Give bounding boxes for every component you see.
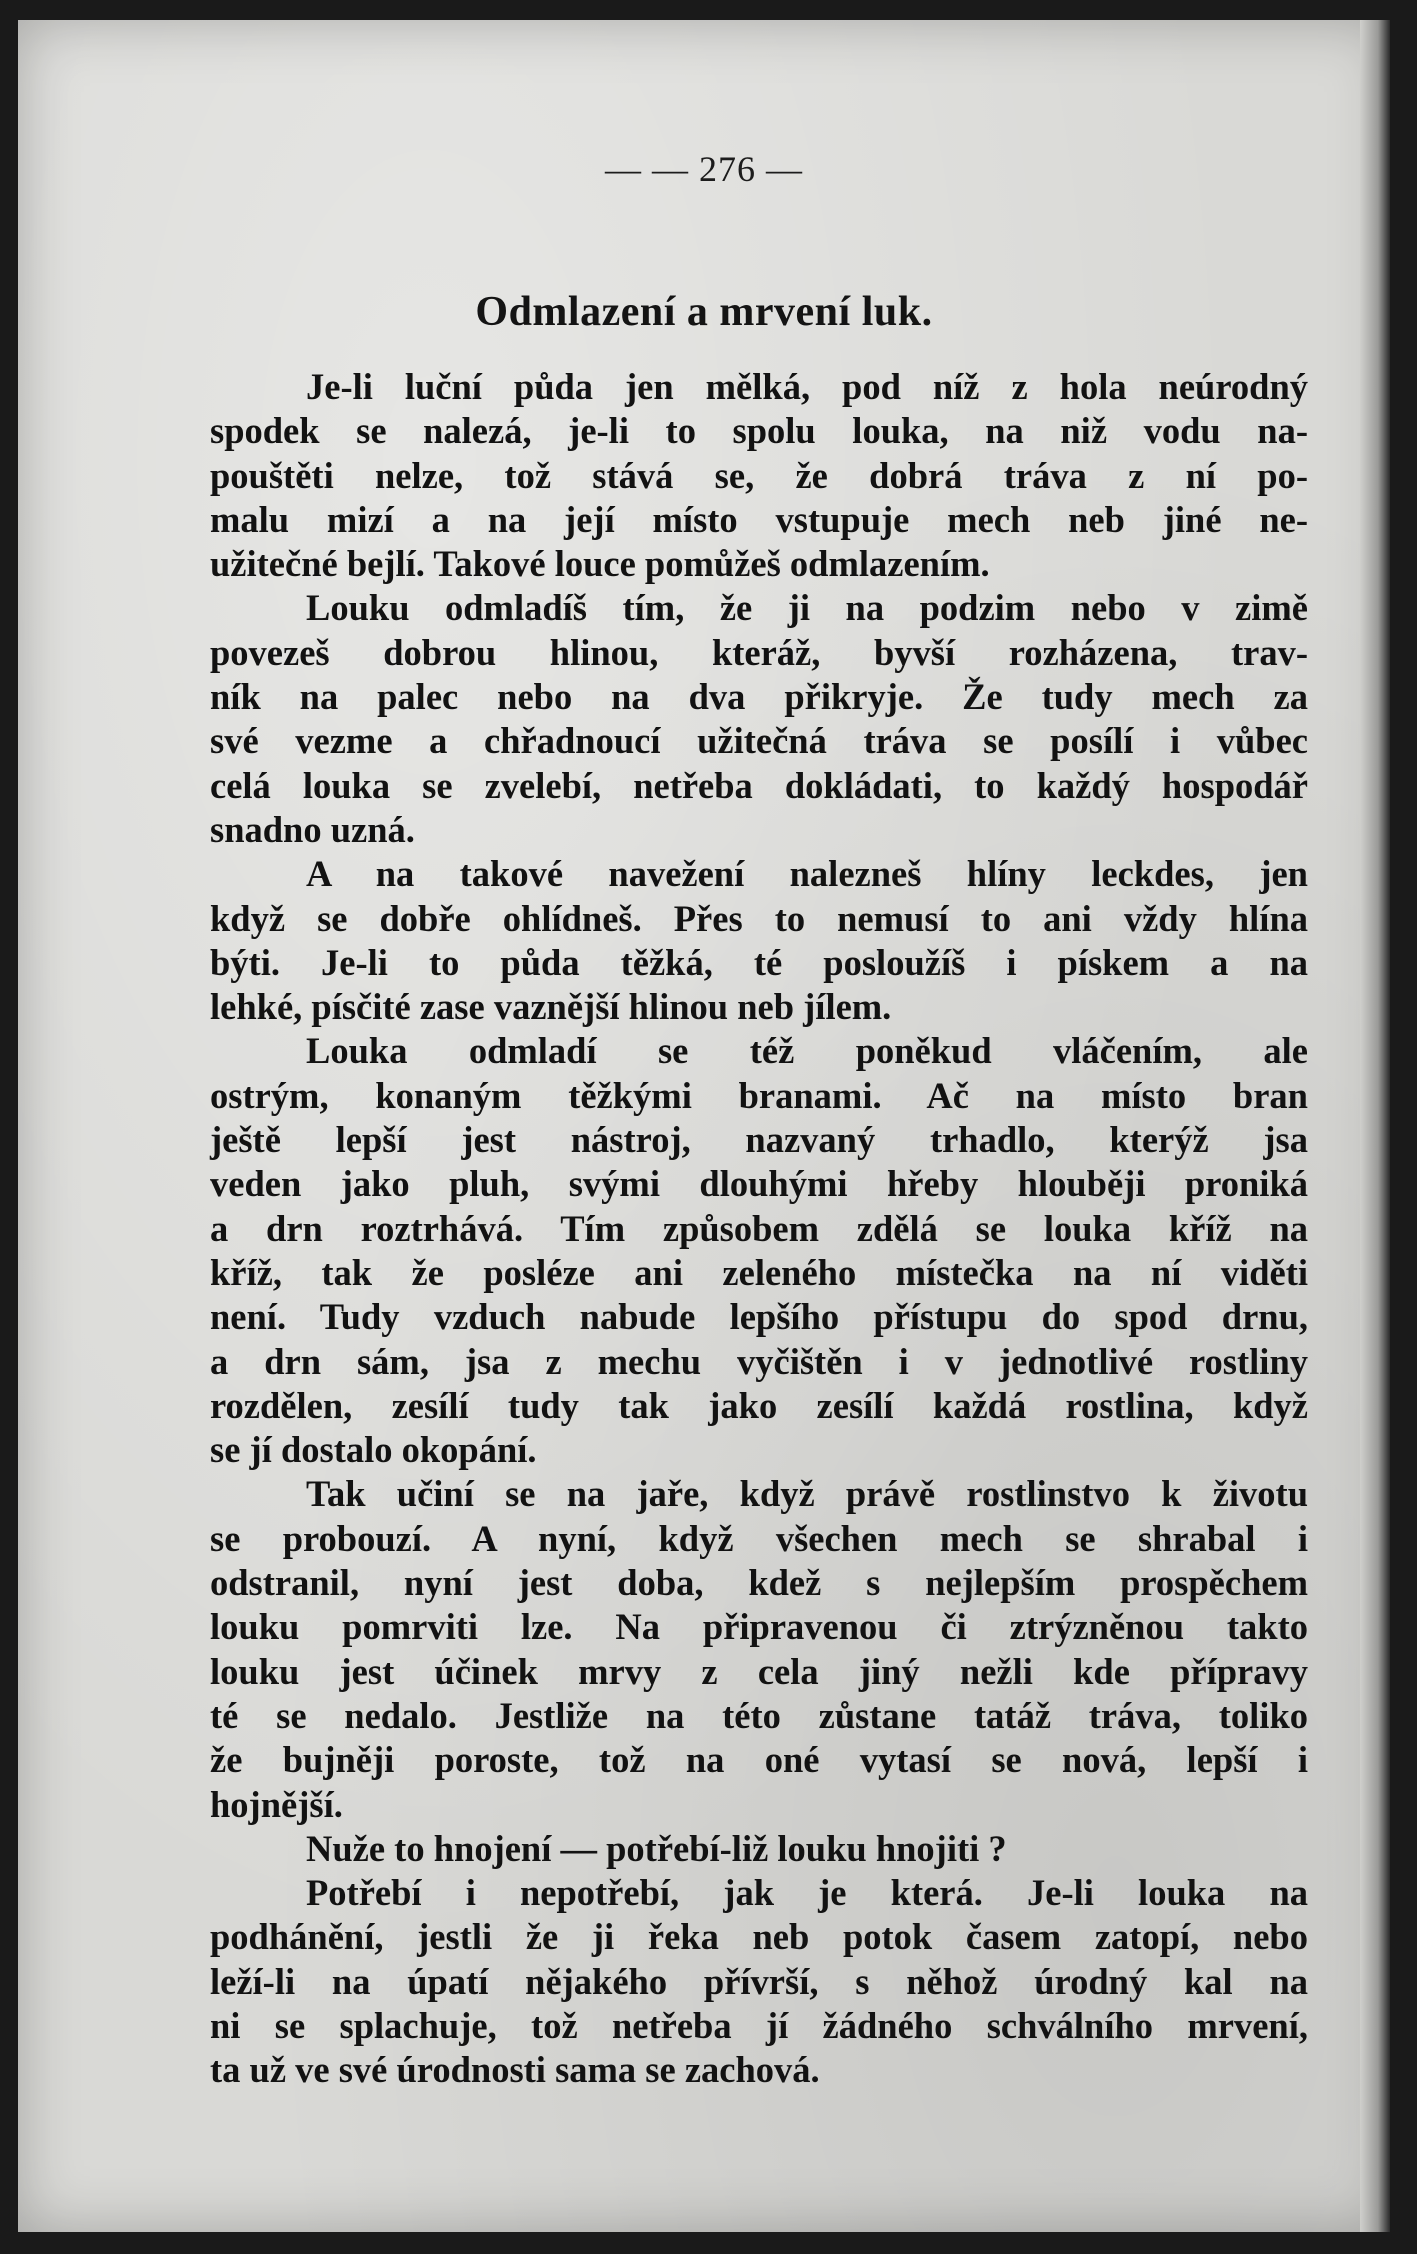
text-line: není. Tudy vzduch nabude lepšího přístupu do spod drnu,: [210, 1296, 1308, 1338]
text-line: užitečné bejlí. Takové louce pomůžeš odmlazením.: [210, 543, 990, 585]
text-line: Potřebí i nepotřebí, jak je která. Je-li louka na: [306, 1872, 1308, 1914]
text-line: ni se splachuje, tož netřeba jí žádného schválního mrvení,: [210, 2004, 1308, 2046]
text-line: rozdělen, zesílí tudy tak jako zesílí každá rostlina, když: [210, 1384, 1308, 1426]
text-line: ostrým, konaným těžkými branami. Ač na místo bran: [210, 1074, 1308, 1116]
text-line: celá louka se zvelebí, netřeba dokládati, to každý hospodář: [210, 764, 1308, 806]
text-line: se jí dostalo okopání.: [210, 1429, 537, 1471]
section-heading: Odmlazení a mrvení luk.: [475, 289, 933, 335]
text-line: když se dobře ohlídneš. Přes to nemusí to ani vždy hlína: [210, 897, 1308, 939]
text-line: louku jest účinek mrvy z cela jiný nežli kde přípravy: [210, 1650, 1308, 1692]
text-line: ník na palec nebo na dva přikryje. Že tudy mech za: [210, 676, 1308, 718]
text-line: ta už ve své úrodnosti sama se zachová.: [210, 2049, 820, 2091]
text-line: býti. Je-li to půda těžká, té posloužíš i pískem a na: [210, 941, 1308, 983]
text-line: té se nedalo. Jestliže na této zůstane tatáž tráva, toliko: [210, 1694, 1308, 1736]
text-line: že bujněji poroste, tož na oné vytasí se nová, lepší i: [210, 1739, 1308, 1781]
text-line: veden jako pluh, svými dlouhými hřeby hlouběji proniká: [210, 1163, 1308, 1205]
body-text: [210, 365, 1308, 2093]
text-line: louku pomrviti lze. Na připravenou či ztrýzněnou takto: [210, 1606, 1308, 1648]
text-line: malu mizí a na její místo vstupuje mech neb jiné ne-: [210, 498, 1308, 540]
text-line: podhánění, jestli že ji řeka neb potok časem zatopí, nebo: [210, 1916, 1308, 1958]
text-line: své vezme a chřadnoucí užitečná tráva se posílí i vůbec: [210, 720, 1308, 762]
text-line: A na takové navežení nalezneš hlíny leckdes, jen: [306, 853, 1308, 895]
book-page: [18, 20, 1390, 2232]
text-line: Nuže to hnojení — potřebí-liž louku hnojiti ?: [306, 1827, 1007, 1869]
text-line: Louka odmladí se též poněkud vláčením, ale: [306, 1030, 1308, 1072]
text-line: se probouzí. A nyní, když všechen mech se shrabal i: [210, 1517, 1308, 1559]
page-number: — — 276 —: [605, 149, 803, 189]
text-line: leží-li na úpatí nějakého přívrší, s něhož úrodný kal na: [210, 1960, 1308, 2002]
text-line: spodek se nalezá, je-li to spolu louka, na niž vodu na-: [210, 410, 1308, 452]
text-line: odstranil, nyní jest doba, kdež s nejlepším prospěchem: [210, 1562, 1308, 1604]
text-line: Je-li luční půda jen mělká, pod níž z hola neúrodný: [306, 366, 1308, 407]
text-line: lehké, písčité zase vaznější hlinou neb jílem.: [210, 986, 892, 1028]
text-line: a drn roztrhává. Tím způsobem zdělá se louka kříž na: [210, 1207, 1308, 1249]
text-line: kříž, tak že posléze ani zeleného místečka na ní viděti: [210, 1251, 1308, 1293]
book-spine-shadow: [1360, 20, 1390, 2232]
text-line: ještě lepší jest nástroj, nazvaný trhadlo, kterýž jsa: [210, 1119, 1308, 1161]
text-line: a drn sám, jsa z mechu vyčištěn i v jednotlivé rostliny: [210, 1340, 1308, 1382]
text-line: pouštěti nelze, tož stává se, že dobrá tráva z ní po-: [210, 454, 1308, 496]
text-line: Louku odmladíš tím, že ji na podzim nebo v zimě: [306, 587, 1308, 629]
text-line: snadno uzná.: [210, 808, 415, 850]
text-line: povezeš dobrou hlinou, kteráž, byvší rozházena, trav-: [210, 631, 1308, 673]
text-line: Tak učiní se na jaře, když právě rostlinstvo k životu: [306, 1473, 1308, 1515]
text-line: hojnější.: [210, 1783, 343, 1825]
